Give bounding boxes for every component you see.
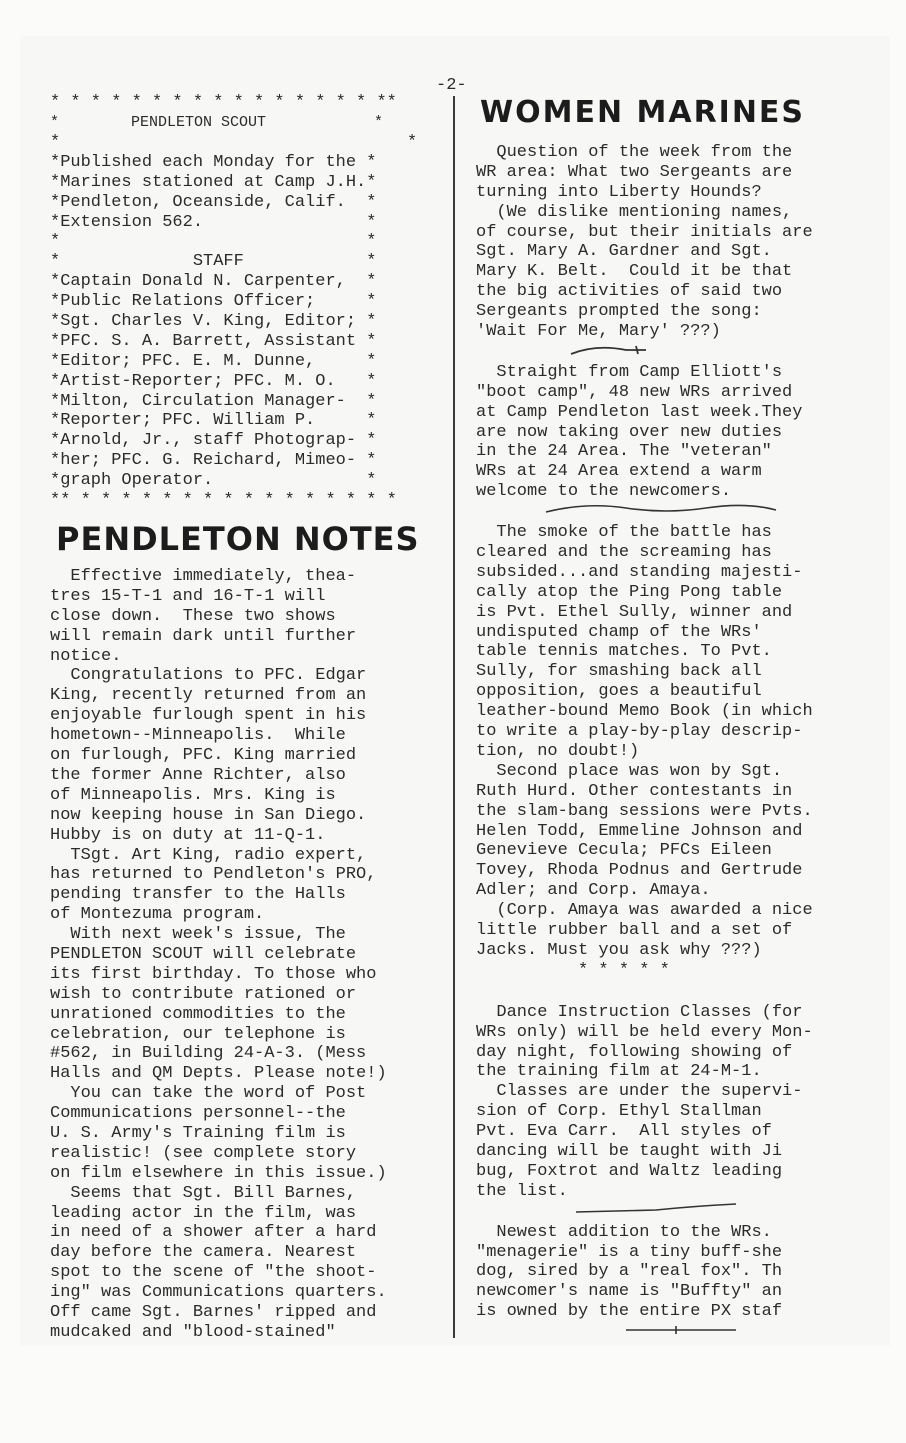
masthead-line: *Milton, Circulation Manager- * <box>50 391 377 411</box>
masthead-box <box>50 133 446 491</box>
masthead-line: *her; PFC. G. Reichard, Mimeo- * <box>50 451 377 471</box>
article-line: Communications personnel--the <box>50 1104 346 1124</box>
article-line: pending transfer to the Halls <box>50 885 346 905</box>
article-line: #562, in Building 24-A-3. (Mess <box>50 1044 367 1064</box>
article-line: (We dislike mentioning names, <box>476 202 793 222</box>
masthead-line: *Extension 562. * <box>50 212 377 232</box>
article-line: the training film at 24-M-1. <box>476 1062 762 1082</box>
article-line: The smoke of the battle has <box>476 523 772 543</box>
article-line: of Montezuma program. <box>50 905 265 925</box>
article-line: Congratulations to PFC. Edgar <box>50 666 367 686</box>
article-line: welcome to the newcomers. <box>476 482 732 502</box>
masthead-line: *Captain Donald N. Carpenter, * <box>50 272 377 292</box>
article-line: tres 15-T-1 and 16-T-1 will <box>50 586 326 606</box>
article-line: You can take the word of Post <box>50 1084 367 1104</box>
article-line: bug, Foxtrot and Waltz leading <box>476 1161 783 1181</box>
article-line: tion, no doubt!) <box>476 741 640 761</box>
masthead-line: *Artist-Reporter; PFC. M. O. * <box>50 371 377 391</box>
article-line: WRs at 24 Area extend a warm <box>476 462 762 482</box>
women-marines-para-question <box>476 143 872 342</box>
article-line: day night, following showing of <box>476 1042 793 1062</box>
article-line: spot to the scene of "the shoot- <box>50 1263 377 1283</box>
article-line: Question of the week from the <box>476 143 793 162</box>
article-line: is owned by the entire PX staf <box>476 1302 783 1322</box>
women-marines-para-boot-camp <box>476 363 872 502</box>
masthead-top-border: * * * * * * * * * * * * * * * * ** <box>50 93 397 112</box>
article-line: King, recently returned from an <box>50 686 367 706</box>
article-line: cleared and the screaming has <box>476 543 772 563</box>
article-line: hometown--Minneapolis. While <box>50 726 346 746</box>
article-line: Second place was won by Sgt. <box>476 761 783 781</box>
article-line: of Minneapolis. Mrs. King is <box>50 785 336 805</box>
article-line: Pvt. Eva Carr. All styles of <box>476 1122 772 1142</box>
article-line: to write a play-by-play descrip- <box>476 722 803 742</box>
article-line: Ruth Hurd. Other contestants in <box>476 781 793 801</box>
article-line: (Corp. Amaya was awarded a nice <box>476 901 813 921</box>
article-line: "boot camp", 48 new WRs arrived <box>476 382 793 402</box>
article-line: WRs only) will be held every Mon- <box>476 1022 813 1042</box>
article-line: ing" was Communications quarters. <box>50 1283 387 1303</box>
article-line: Mary K. Belt. Could it be that <box>476 262 793 282</box>
article-line: opposition, goes a beautiful <box>476 682 762 702</box>
article-line: close down. These two shows <box>50 606 336 626</box>
women-marines-para-dance <box>476 1003 872 1202</box>
column-divider <box>453 96 455 1338</box>
squiggle-divider <box>476 1202 872 1218</box>
article-line: now keeping house in San Diego. <box>50 805 367 825</box>
article-line: "menagerie" is a tiny buff-she <box>476 1242 783 1262</box>
masthead-line: *Published each Monday for the * <box>50 152 377 172</box>
article-line: the slam-bang sessions were Pvts. <box>476 801 813 821</box>
article-line: undisputed champ of the WRs' <box>476 622 762 642</box>
article-line: 'Wait For Me, Mary' ???) <box>476 322 721 342</box>
article-line: Sully, for smashing back all <box>476 662 762 682</box>
article-line: on film elsewhere in this issue.) <box>50 1163 387 1183</box>
article-line: leading actor in the film, was <box>50 1203 357 1223</box>
article-line: newcomer's name is "Buffty" an <box>476 1282 783 1302</box>
article-line: Adler; and Corp. Amaya. <box>476 881 711 901</box>
article-line: will remain dark until further <box>50 626 357 646</box>
article-line: table tennis matches. To Pvt. <box>476 642 772 662</box>
page-number: -2- <box>436 76 467 95</box>
article-line: Off came Sgt. Barnes' ripped and <box>50 1302 377 1322</box>
separator-stars: * * * * * <box>476 960 670 980</box>
masthead-line: * * <box>50 232 377 252</box>
article-line: unrationed commodities to the <box>50 1004 346 1024</box>
article-line: the big activities of said two <box>476 282 783 302</box>
masthead-line: *Marines stationed at Camp J.H.* <box>50 172 377 192</box>
article-line: its first birthday. To those who <box>50 964 377 984</box>
article-line: is Pvt. Ethel Sully, winner and <box>476 602 793 622</box>
masthead-line: *Pendleton, Oceanside, Calif. * <box>50 192 377 212</box>
article-line: cally atop the Ping Pong table <box>476 582 783 602</box>
article-line: in need of a shower after a hard <box>50 1223 377 1243</box>
pendleton-notes-body <box>50 567 446 1343</box>
masthead-line: *Sgt. Charles V. King, Editor; * <box>50 312 377 332</box>
article-line: the list. <box>476 1181 568 1201</box>
article-line: Classes are under the supervi- <box>476 1082 803 1102</box>
article-line: With next week's issue, The <box>50 925 346 945</box>
article-line: mudcaked and "blood-stained" <box>50 1322 336 1342</box>
article-line: notice. <box>50 646 122 666</box>
article-line: WR area: What two Sergeants are <box>476 162 793 182</box>
article-line: at Camp Pendleton last week.They <box>476 402 803 422</box>
masthead-staff-heading: * STAFF * <box>50 252 377 272</box>
spacer <box>476 983 872 1003</box>
article-line: Hubby is on duty at 11-Q-1. <box>50 825 326 845</box>
article-line: leather-bound Memo Book (in which <box>476 702 813 722</box>
article-line: Helen Todd, Emmeline Johnson and <box>476 821 803 841</box>
article-line: of course, but their initials are <box>476 222 813 242</box>
article-line: turning into Liberty Hounds? <box>476 182 762 202</box>
masthead-line: *Reporter; PFC. William P. * <box>50 411 377 431</box>
pendleton-notes-headline: PENDLETON NOTES <box>56 520 420 559</box>
article-line: Effective immediately, thea- <box>50 567 357 587</box>
women-marines-para-menagerie <box>476 1223 872 1322</box>
masthead-title: * PENDLETON SCOUT * <box>50 114 384 131</box>
masthead-line: *PFC. S. A. Barrett, Assistant * <box>50 331 377 351</box>
squiggle-divider <box>476 502 872 518</box>
article-line: realistic! (see complete story <box>50 1143 357 1163</box>
article-line: Newest addition to the WRs. <box>476 1222 772 1242</box>
women-marines-para-ping-pong <box>476 523 872 961</box>
masthead-line: *Arnold, Jr., staff Photograp- * <box>50 431 377 451</box>
article-line: wish to contribute rationed or <box>50 984 357 1004</box>
article-line: dog, sired by a "real fox". Th <box>476 1262 783 1282</box>
article-line: Sgt. Mary A. Gardner and Sgt. <box>476 242 772 262</box>
article-line: on furlough, PFC. King married <box>50 746 357 766</box>
article-line: in the 24 Area. The "veteran" <box>476 442 772 462</box>
article-line: Dance Instruction Classes (for <box>476 1002 803 1022</box>
article-line: dancing will be taught with Ji <box>476 1141 783 1161</box>
masthead-bottom-border: ** * * * * * * * * * * * * * * * * <box>50 491 397 511</box>
article-line: celebration, our telephone is <box>50 1024 346 1044</box>
article-line: subsided...and standing majesti- <box>476 562 803 582</box>
article-line: little rubber ball and a set of <box>476 920 793 940</box>
article-line: the former Anne Richter, also <box>50 765 346 785</box>
masthead-line: * * <box>50 133 418 152</box>
left-column <box>50 93 446 1343</box>
masthead-line: *Editor; PFC. E. M. Dunne, * <box>50 351 377 371</box>
article-line: are now taking over new duties <box>476 422 783 442</box>
article-line: Seems that Sgt. Bill Barnes, <box>50 1183 357 1203</box>
article-line: Genevieve Cecula; PFCs Eileen <box>476 841 772 861</box>
article-line: PENDLETON SCOUT will celebrate <box>50 944 357 964</box>
squiggle-divider <box>476 342 872 358</box>
article-line: Tovey, Rhoda Podnus and Gertrude <box>476 861 803 881</box>
article-line: Jacks. Must you ask why ???) <box>476 940 762 960</box>
article-line: day before the camera. Nearest <box>50 1243 357 1263</box>
masthead-line: *graph Operator. * <box>50 471 377 491</box>
article-line: sion of Corp. Ethyl Stallman <box>476 1102 762 1122</box>
article-line: Sergeants prompted the song: <box>476 302 762 322</box>
article-line: Halls and QM Depts. Please note!) <box>50 1064 387 1084</box>
article-line: Straight from Camp Elliott's <box>476 362 783 382</box>
women-marines-headline: WOMEN MARINES <box>480 95 806 130</box>
right-column <box>476 93 872 1343</box>
masthead-line: *Public Relations Officer; * <box>50 292 377 312</box>
article-line: U. S. Army's Training film is <box>50 1123 346 1143</box>
article-line: TSgt. Art King, radio expert, <box>50 845 367 865</box>
squiggle-divider <box>476 1322 872 1338</box>
article-line: has returned to Pendleton's PRO, <box>50 865 377 885</box>
article-line: enjoyable furlough spent in his <box>50 706 367 726</box>
